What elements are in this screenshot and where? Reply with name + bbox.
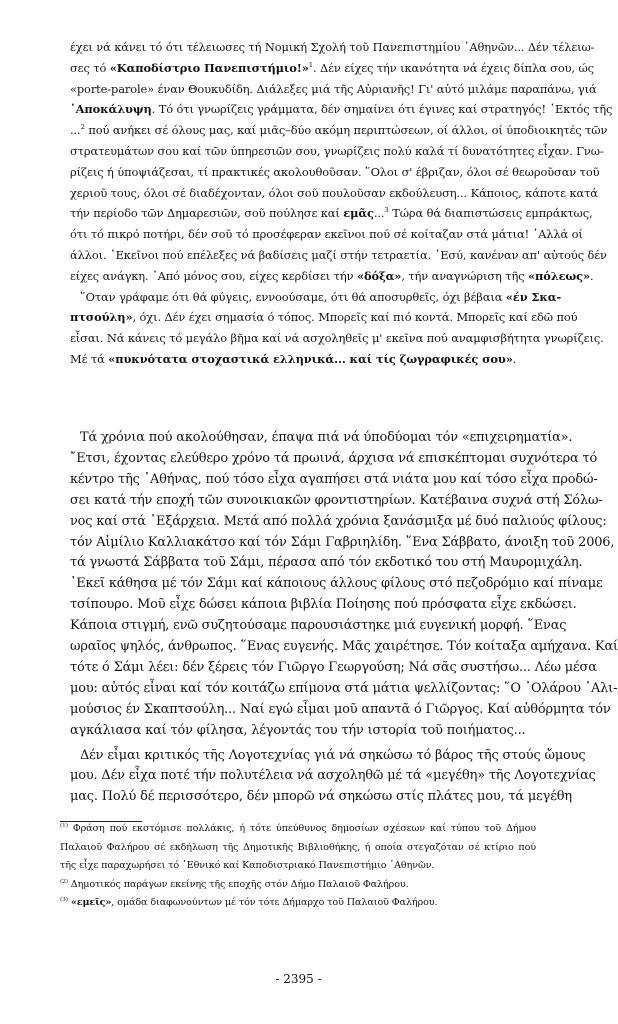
body-line [70,471,598,487]
quote-line [70,310,578,325]
quote-text-run: 3 [384,206,389,215]
footnotes-line [60,842,536,853]
body-text-run: ωραῖος ψηλός, άνθρωπος. ῞Ενας ευγενής. Μᾶς χαιρέτησε. Τόν κοίταξα αμήχανα. Καί [70,639,618,654]
footnotes-line [60,879,536,890]
quote-text-run: ... [373,206,385,221]
body-line [70,680,618,696]
quote-text-run: Τώρα θά διαπιστώσεις εμπράκτως, [388,206,593,221]
body-text-run: ᾿Εκεῖ κάθησα μέ τόν Σάμι καί κάποιους άλλους φίλους στό πεζοδρόμιο καί πίναμε [70,576,603,592]
quote-text-run: ... [70,123,81,138]
body-line [70,768,596,784]
quote-text-run: «έν Σκα- [505,289,562,304]
body-line [70,639,618,654]
footnotes-line [60,897,536,908]
quote-text-run: ῞Οταν γράφαμε ότι θά φύγεις, εννοούσαμε, ότι θά αποσυρθεῖς, όχι βέβαια [80,289,506,304]
quote-text-run: «δόξα» [356,268,402,283]
body-line [80,430,573,445]
quote-line [70,81,597,96]
footnote-separator [60,821,142,822]
body-text-run: μας. Πολύ δέ περισσότερο, δέν μπορῶ νά σηκώσω στίς πλάτες μου, τά μεγέθη [70,789,572,805]
body-line [70,789,572,805]
quote-line [70,144,604,158]
body-line [70,659,597,675]
quote-text-run: εἶσαι. Νά κάνεις τό μεγάλο βῆμα καί νά ασχοληθεῖς μ' εκεῖνα πού αναμφισβήτητα γνωρίζεις. [70,331,604,346]
quote-text-run: χεριοῦ τους, όλοι σέ διαδέχονταν, όλοι σοῦ πουλοῦσαν εκδούλευση... Κάποιος, κάποτε κατά [70,185,598,200]
body-line [80,747,586,763]
quote-text-run: πτσούλη» [70,310,133,325]
quote-text-run: . Δέν είχες τήν ικανότητα νά έχεις δίπλα σου, ώς [312,60,594,75]
body-text-run: τά γνωστά Σάββατα τοῦ Σάμι, πέρασα από τόν εκδοτικό του στή Μαυρομιχάλη. [70,555,583,571]
body-text-run: ῎Ετσι, έχοντας ελεύθερο χρόνο τά πρωινά, άρχισα νά επισκέπτομαι συχνότερα τό [70,450,598,466]
body-text-run: κέντρο τῆς ᾿Αθήνας, πού τόσο εἶχα αγαπήσει στά νιάτα μου καί τόσο εἶχα προδώ- [70,471,598,487]
body-text-run: μούσιος έν Σκαπτσούλη... Ναί εγώ εἶμαι μοῦ απαντᾶ ό Γιῶργος. Καί αὐθόρμητα τόν [70,701,611,717]
quote-text-run: , τήν αναγνώριση τῆς [401,268,528,283]
quote-text-run: ότι τό πικρό ποτήρι, δέν σοῦ τό προσέφεραν εκεῖνοι πού σέ κοίταζαν στά μάτια! ᾿Αλλά οί [70,227,583,242]
body-text-run: τότε ό Σάμι λέει: δέν ξέρεις τόν Γιῶργο Γεωργούση; Νά σᾶς συστήσω... Λέω μέσα [70,659,597,675]
quote-line [70,123,608,138]
body-text-run: Τά χρόνια πού ακολούθησαν, έπαψα πιά νά ύποδύομαι τόν «επιχειρηματία». [80,430,573,445]
quote-text-run: «πυκνότατα στοχαστικά ελληνικά... καί τίς ζωγραφικές σου» [108,352,513,366]
quote-text-run: «πόλεως» [527,268,591,283]
quote-line [80,289,562,304]
body-line [70,555,583,571]
quote-line [70,206,593,221]
quote-line [70,60,594,75]
body-line [70,513,607,529]
page-number: - 2395 - [275,972,322,986]
quote-line [70,102,613,117]
quote-text-run: . [590,268,594,283]
quote-text-run: ρίζεις ή ύποψιάζεσαι, τί πρακτικές ακολουθοῦσαν. ῞Ολοι σ' έβριζαν, όλοι σέ θεωροῦσαν τοῦ [70,164,600,179]
quote-text-run: σες τό [70,60,110,75]
body-line [70,597,577,613]
footnotes-text-run: τῆς εἶχε παραχωρήσει τό ᾿Εθνικό καί Καποδιστριακό Πανεπιστήμιο ᾿Αθηνῶν. [60,860,435,872]
body-line [70,492,603,508]
quote-text-run: Μέ τά [70,352,109,366]
quote-text-run: . Τό ότι γνωρίζεις γράμματα, δέν σημαίνει ότι έγινες καί στρατηγός! ᾿Εκτός τῆς [151,102,613,117]
quote-line [70,40,595,54]
quote-line [70,268,594,283]
quote-line [70,164,600,179]
body-text-run: Δέν εἶμαι κριτικός τῆς Λογοτεχνίας γιά νά σηκώσω τό βάρος τῆς στούς ὤμους [80,747,586,763]
body-text-run: αγκάλιασα καί τόν φίλησα, λέγοντάς του τήν ιστορία τοῦ ποιήματος... [70,722,526,738]
body-line [70,701,611,717]
quote-text-run: στρατευμάτων σου καί τῶν ύπηρεσιῶν σου, γνωρίζεις πολύ καλά τί δυνατότητες εἶχαν. Γνω- [70,144,604,158]
quote-text-run: πού ανήκει σέ όλους μας, καί μιᾶς–δύο ακόμη περιπτώσεων, οί άλλοι, οί ύποδιοικητές τῶν [84,123,608,138]
quote-text-run: 1 [308,61,313,69]
footnotes-line [60,860,536,871]
quote-line [70,352,534,366]
quote-line [70,248,607,262]
footnotes-text-run: (2) [60,878,68,885]
quote-text-run: «porte-parole» έναν Θουκυδίδη. Διάλεξες μιά τῆς Αὐριανῆς! Γι' αὐτό μιλάμε παραπάνω, γιά [70,81,597,96]
body-text-run: Κάποια στιγμή, ενῶ συζητούσαμε παρουσιάστηκε μιά ευγενική μορφή. ῞Ενας [70,618,567,634]
footnotes-text-run: «εμεῖς» [70,897,112,909]
body-line [70,618,567,634]
body-text-run: σει κατά τήν εποχή τῶν συνοικιακῶν φροντιστηρίων. Κατέβαινα συχνά στή Σόλω- [70,492,603,508]
footnotes-text-run: (3) [60,897,68,904]
body-text-run: μου. Δέν εἶχα ποτέ τήν πολυτέλεια νά ασχοληθῶ μέ τά «μεγέθη» τῆς Λογοτεχνίας [70,768,596,784]
body-text-run: τόν Αἰμίλιο Καλλιακάτσο καί τόν Σάμι Γαβριηλίδη. ῞Ενα Σάββατο, άνοιξη τοῦ 2006, [70,534,615,550]
quote-text-run: εμᾶς [343,206,374,221]
footnotes-text-run: Φράση πού εκστόμισε πολλάκις, ή τότε ύπεύθυνος δημοσίων σχέσεων καί τύπου τοῦ Δήμου [67,823,536,835]
body-text-run: μου: αὐτός εἶναι καί τόν κοιτάζω επίμονα στά μάτια ψελλίζοντας: ῞Ο ᾿Ολάρου ᾿Αλι- [70,680,618,696]
quote-text-run: έχει νά κάνει τό ότι τέλειωσες τή Νομική Σχολή τοῦ Πανεπιστημίου ᾿Αθηνῶν... Δέν τέλειω- [70,40,595,54]
quote-line [70,185,598,200]
quote-text-run: ᾿Αποκάλυψη [70,102,152,117]
quote-line [70,227,583,242]
body-text-run: τσίπουρο. Μοῦ εἶχε δώσει κάποια βιβλία Ποίησης πού πρόσφατα εἶχε εκδώσει. [70,597,577,613]
body-line [70,576,603,592]
body-line [70,723,534,738]
footnotes-text-run: Δημοτικός παράγων εκείνης τῆς εποχῆς στόν Δήμο Παλαιοῦ Φαλήρου. [67,878,409,890]
quote-text-run: «Καποδίστριο Πανεπιστήμιο!» [109,60,309,75]
footnotes-text-run: , ομάδα διαφωνούντων μέ τόν τότε Δήμαρχο τοῦ Παλαιοῦ Φαλήρου. [111,897,438,909]
quote-text-run: . [512,352,517,366]
footnotes-text-run: (1) [60,823,68,829]
body-text-run: νος καί στά ᾿Εξάρχεια. Μετά από πολλά χρόνια ξανάσμιξα μέ δυό παλιούς φίλους: [70,513,607,529]
quote-text-run: είχες ανάγκη. ᾿Από μόνος σου, είχες κερδίσει τήν [70,268,357,283]
quote-text-run: άλλοι. ᾿Εκεῖνοι πού επέλεξες νά βαδίσεις μαζί στήν τετραετία. ᾿Εσύ, κανέναν απ' αὐτούς δέν [70,248,607,262]
footnotes-text-run: Παλαιοῦ Φαλήρου σέ εκδήλωση τῆς Δημοτικῆς Βιβλιοθήκης, ή οποία στεγαζόταν σέ κτίριο πού [60,841,536,853]
footnotes-line [60,823,536,834]
quote-text-run: , όχι. Δέν έχει σημασία ό τόπος. Μπορεῖς καί πιό κοντά. Μπορεῖς καί εδῶ πού [132,310,578,325]
body-line [70,450,598,466]
quote-text-run: 2 [80,123,85,132]
body-line [70,534,615,550]
quote-line [70,331,604,346]
quote-text-run: τήν περίοδο τῶν Δημαρεσιῶν, σοῦ πούλησε καί [70,206,344,221]
